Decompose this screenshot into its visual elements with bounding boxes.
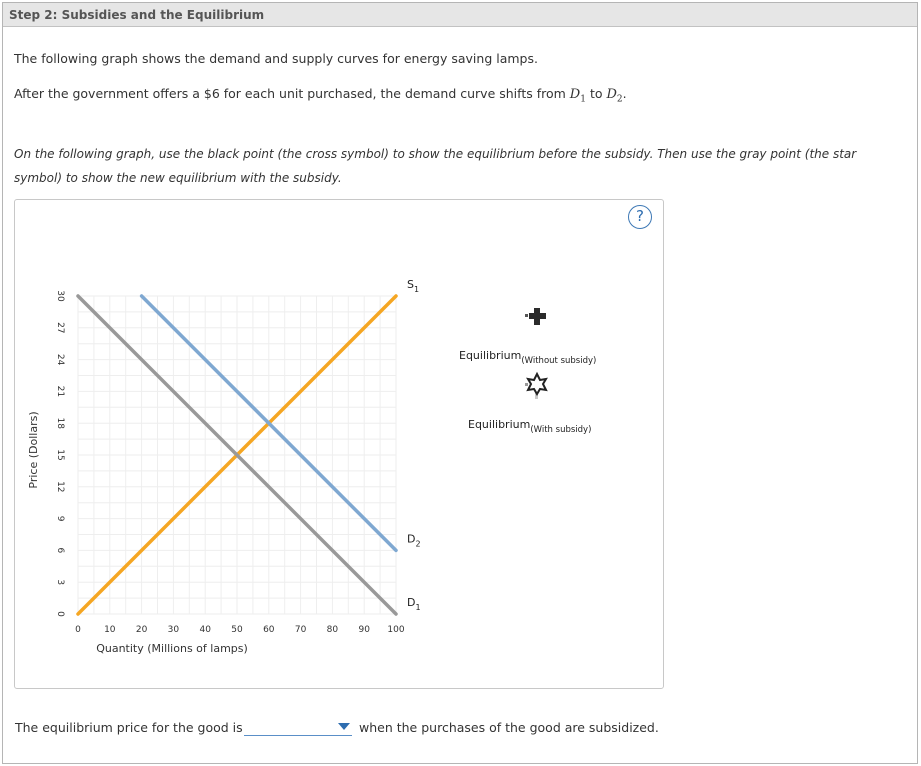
y-tick-label: 3: [55, 579, 65, 586]
shift-text: [14, 86, 627, 105]
y-tick-label: 9: [55, 515, 65, 522]
x-tick-label: 80: [326, 625, 339, 635]
y-tick-label: 18: [55, 417, 65, 429]
d2-symbol: $D_2$: [606, 87, 623, 105]
shift-text-mid: to: [585, 86, 607, 101]
x-tick-label: 30: [167, 625, 180, 635]
x-tick-label: 20: [135, 625, 148, 635]
y-tick-label: 24: [55, 353, 65, 366]
d1-symbol: $D_1$: [569, 87, 586, 105]
y-tick-label: 15: [55, 449, 65, 461]
cross-icon[interactable]: [525, 308, 546, 325]
legend-star-item[interactable]: [525, 374, 546, 399]
help-icon[interactable]: ?: [628, 205, 652, 229]
x-tick-label: 90: [358, 625, 370, 635]
y-tick-label: 12: [55, 481, 65, 493]
shift-text-post: .: [622, 86, 627, 101]
intro-text: The following graph shows the demand and supply curves for energy saving lamps.: [14, 51, 538, 66]
x-tick-label: 10: [104, 625, 116, 635]
star-icon[interactable]: [525, 374, 546, 399]
x-axis-label: Quantity (Millions of lamps): [96, 642, 248, 655]
x-tick-label: 100: [387, 625, 405, 635]
equilibrium-price-dropdown[interactable]: [244, 718, 352, 736]
y-tick-label: 21: [55, 385, 65, 398]
x-tick-label: 70: [294, 625, 307, 635]
y-tick-label: 0: [55, 611, 65, 617]
curve-label-d1: $D_1$: [407, 596, 421, 612]
graph-panel: [14, 199, 664, 689]
shift-text-pre: After the government offers a $6 for each unit purchased, the demand curve shifts from: [14, 86, 570, 101]
chevron-down-icon[interactable]: [338, 723, 350, 730]
y-tick-label: 27: [55, 322, 65, 334]
step-title: Step 2: Subsidies and the Equilibrium: [3, 3, 917, 27]
instruction-line-1: On the following graph, use the black point (the cross symbol) to show the equilibrium before the subsidy. Then use the gray point (the star: [14, 147, 857, 161]
question-text-pre: The equilibrium price for the good is: [15, 720, 243, 735]
y-axis-label: Price (Dollars): [27, 411, 40, 489]
x-tick-label: 60: [263, 625, 275, 635]
curve-label-s1: $S_1$: [407, 278, 420, 294]
chart-curve-labels: [407, 278, 421, 612]
legend-star-label: Equilibrium$_{(With subsidy)}$: [468, 418, 592, 435]
curve-label-d2: $D_2$: [407, 532, 421, 549]
y-tick-label: 30: [55, 290, 65, 302]
x-tick-label: 50: [231, 625, 243, 635]
supply-demand-chart: [15, 200, 663, 688]
legend-cross-item[interactable]: [525, 308, 546, 325]
x-tick-label: 0: [75, 625, 81, 635]
legend-cross-label: Equilibrium$_{(Without subsidy)}$: [459, 349, 597, 366]
x-tick-label: 40: [199, 625, 211, 635]
instruction-line-2: symbol) to show the new equilibrium with the subsidy.: [14, 171, 342, 185]
y-tick-label: 6: [55, 547, 65, 554]
question-text-post: when the purchases of the good are subsidized.: [359, 720, 659, 735]
